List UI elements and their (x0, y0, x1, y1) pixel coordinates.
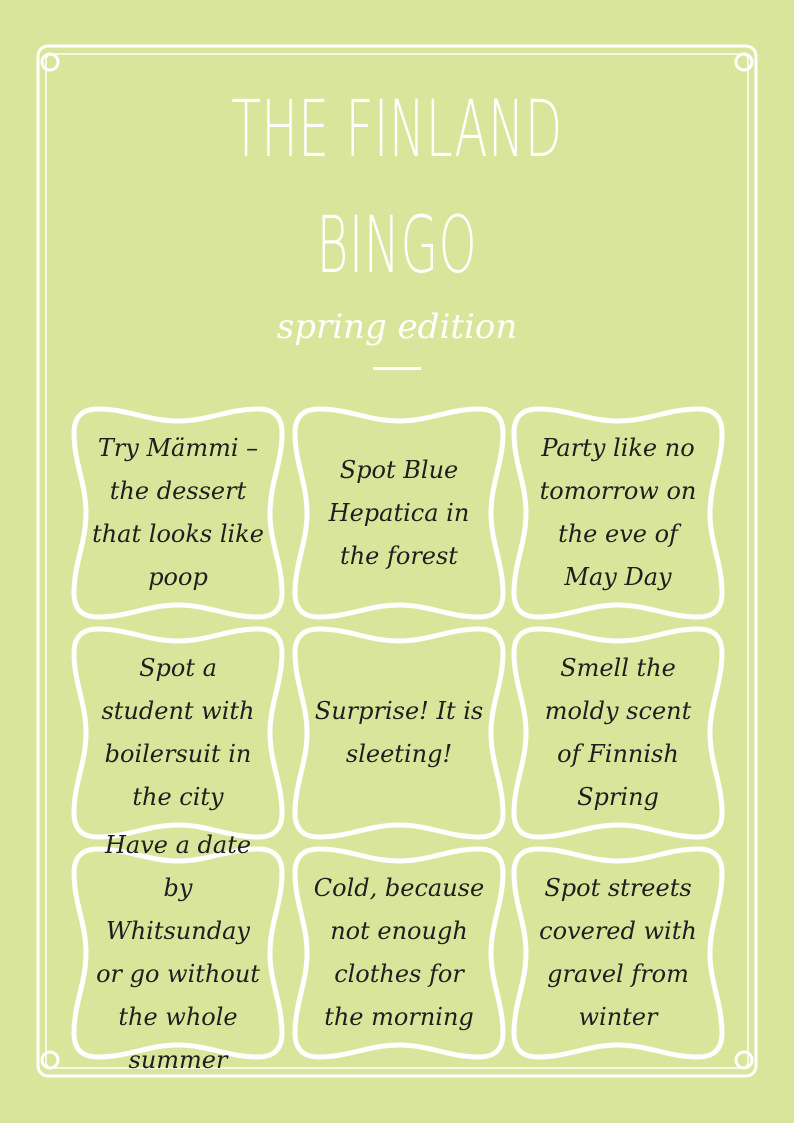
bingo-square[interactable] (68, 623, 288, 843)
title-line-2: BINGO (316, 201, 478, 291)
bingo-square[interactable] (508, 843, 728, 1063)
square-text: Spot streets covered with gravel from winter (539, 874, 697, 1031)
bingo-square[interactable] (68, 831, 288, 1074)
square-text: Party like no tomorrow on the eve of May Day (539, 434, 697, 591)
bingo-square[interactable] (508, 623, 728, 843)
square-text: Try Mämmi – the dessert that looks like poop (92, 434, 264, 591)
bingo-square[interactable] (68, 403, 288, 623)
bingo-square[interactable] (289, 623, 509, 843)
square-text: Cold, because not enough clothes for the morning (313, 874, 485, 1031)
subtitle: spring edition (276, 307, 518, 347)
bingo-square[interactable] (289, 403, 509, 623)
bingo-square[interactable] (508, 403, 728, 623)
title-line-1: THE FINLAND (231, 85, 563, 175)
title-divider (373, 367, 421, 370)
bingo-square[interactable] (289, 843, 509, 1063)
square-text: Spot Blue Hepatica in the forest (328, 455, 470, 570)
square-text: Have a date by Whitsunday or go without the whole summer (96, 831, 260, 1074)
square-text: Smell the moldy scent of Finnish Spring (544, 654, 692, 811)
square-text: Spot a student with boilersuit in the city (101, 654, 255, 811)
square-text: Surprise! It is sleeting! (314, 697, 484, 768)
